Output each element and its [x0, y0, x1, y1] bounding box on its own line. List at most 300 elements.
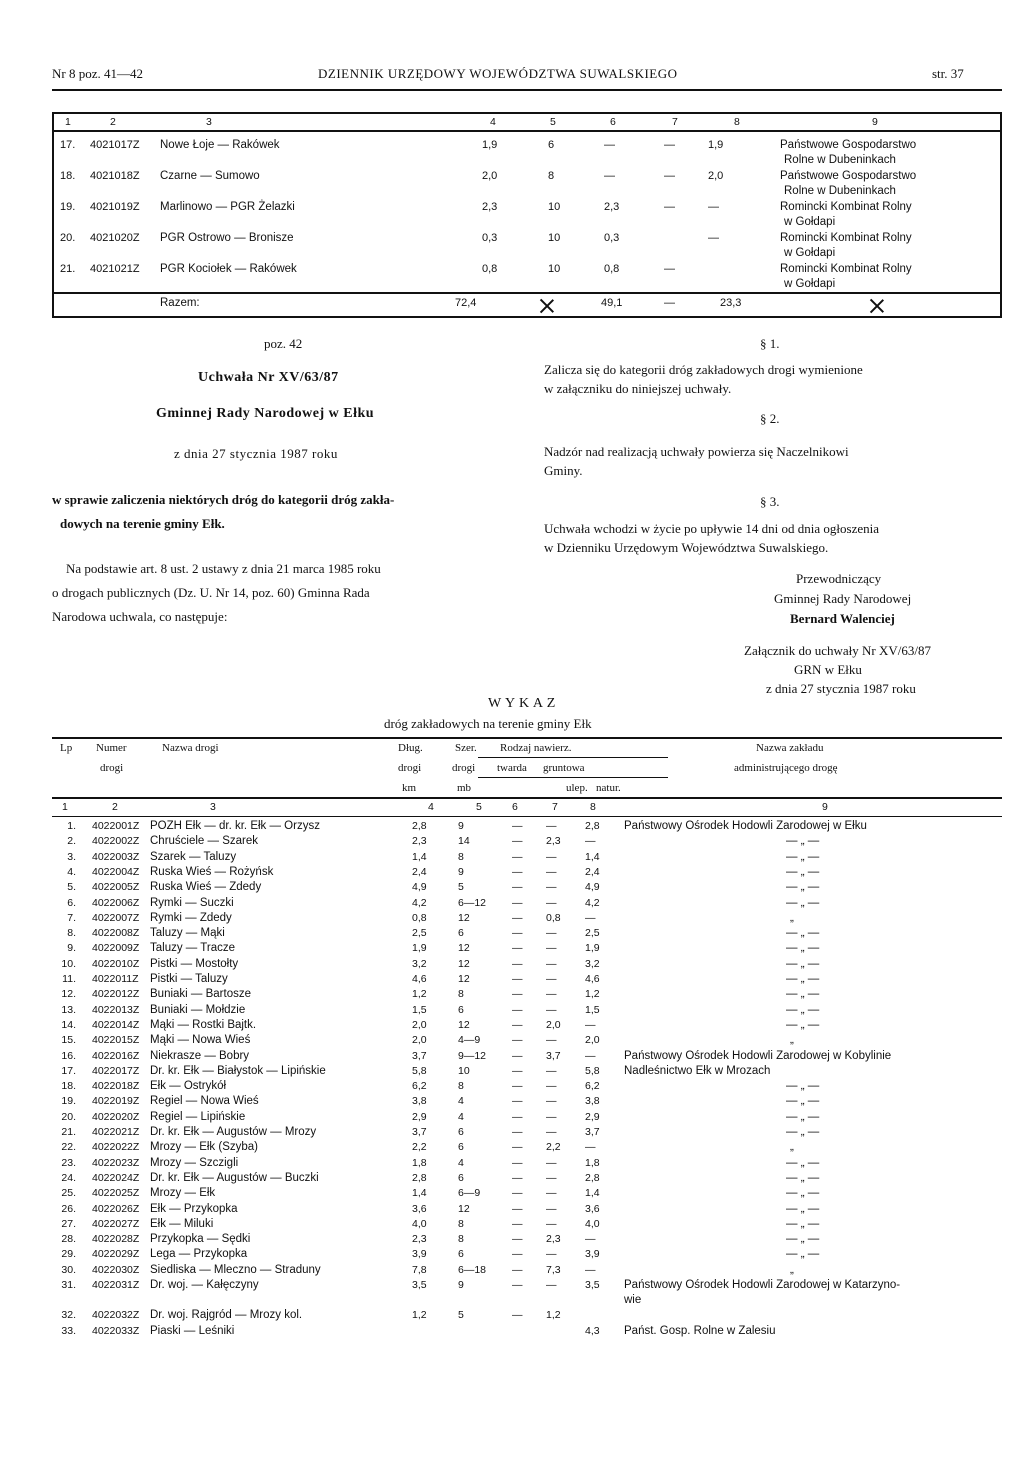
cell-admin: — „ — [786, 973, 820, 985]
cell-lp: 19. [61, 1095, 76, 1108]
cell-n: 2,0 [585, 1034, 600, 1047]
cell-name: Taluzy — Tracze [150, 942, 235, 955]
cell-len: 1,4 [412, 850, 427, 863]
cell-n: 1,4 [585, 1187, 600, 1200]
cell-t: — [512, 820, 523, 832]
cell-admin: — „ — [786, 988, 820, 1001]
cell-g: — [664, 170, 675, 182]
cell-name: Nowe Łoje — Rakówek [160, 139, 280, 151]
cell-n: 3,2 [585, 957, 600, 970]
cell-u: 2,3 [546, 1233, 561, 1246]
cell-u: — [546, 1202, 557, 1215]
cell-name: Ruska Wieś — Zdedy [150, 881, 262, 894]
cell-len: 3,2 [412, 957, 427, 970]
cell-n: 2,5 [585, 927, 600, 940]
cell-len: 3,5 [412, 1279, 427, 1291]
cell-lp: 32. [61, 1309, 76, 1322]
cell-n: — [708, 232, 719, 244]
cell-len: 2,5 [412, 927, 427, 940]
cell-lp: 22. [61, 1141, 76, 1154]
cell-u: — [546, 896, 557, 909]
cell-t: — [512, 927, 523, 940]
cell-w: 6—18 [458, 1263, 487, 1276]
cell-n: 1,9 [708, 139, 724, 151]
cell-w: 4 [458, 1110, 464, 1123]
cell-u: — [546, 1187, 557, 1200]
cell-w: 8 [458, 1217, 464, 1230]
cell-t: — [512, 1095, 523, 1108]
cell-u: — [546, 1095, 557, 1108]
cell-t: — [512, 957, 523, 970]
cell-lp: 15. [61, 1034, 76, 1047]
cell-w: 9 [458, 820, 464, 832]
header-dlugosc-unit: km [402, 782, 417, 794]
cell-len: 2,0 [482, 170, 498, 182]
total-hard: 49,1 [601, 297, 623, 309]
cell-len: 2,3 [412, 1233, 427, 1246]
cell-t: — [512, 1248, 523, 1261]
cell-n: — [585, 1018, 596, 1031]
cell-u: — [546, 988, 557, 1001]
cell-num: 4022016Z [92, 1049, 140, 1062]
cell-lp: 21. [60, 263, 76, 275]
cell-num: 4022026Z [92, 1202, 140, 1215]
cell-t: — [512, 1126, 523, 1138]
cell-n: 1,9 [585, 942, 600, 955]
main-table-colnum: 1 [62, 801, 68, 813]
cell-name: Mrozy — Ełk [150, 1187, 216, 1200]
top-table-colnum: 3 [206, 116, 212, 128]
resolution-authority: Gminnej Rady Narodowej w Ełku [156, 406, 375, 421]
cell-lp: 16. [61, 1049, 76, 1062]
cell-admin: — „ — [786, 1248, 820, 1261]
signature-body: Gminnej Rady Narodowej [774, 591, 912, 606]
section-1-text-line2: w załączniku do niniejszej uchwały. [544, 381, 732, 396]
cell-num: 4022001Z [92, 820, 140, 832]
cell-g: — [664, 139, 675, 151]
header-naturalna: natur. [596, 782, 621, 794]
cell-t: — [512, 1279, 523, 1291]
cell-admin2: wie [624, 1294, 642, 1306]
cell-n: 3,7 [585, 1126, 600, 1138]
cell-n: 1,5 [585, 1003, 600, 1016]
cell-num: 4022022Z [92, 1141, 140, 1154]
cell-admin: — „ — [786, 1110, 820, 1123]
cell-admin: — „ — [786, 1003, 820, 1016]
cell-admin: Państ. Gosp. Rolne w Zalesiu [624, 1324, 776, 1337]
cell-name: Buniaki — Bartosze [150, 988, 251, 1001]
cell-name: Rymki — Suczki [150, 896, 234, 909]
top-table-colnum: 4 [490, 116, 496, 128]
cell-name: Pistki — Mostołty [150, 957, 239, 970]
cell-len: 1,2 [412, 988, 427, 1001]
cell-w: 4 [458, 1095, 464, 1108]
cell-num: 4022005Z [92, 881, 140, 894]
cell-len: 1,9 [412, 942, 427, 955]
cell-lp: 26. [61, 1202, 76, 1215]
cell-lp: 20. [61, 1110, 76, 1123]
top-table-colnum: 8 [734, 116, 740, 128]
cell-w: 12 [458, 973, 470, 985]
cell-lp: 6. [67, 896, 76, 909]
cell-lp: 9. [67, 942, 76, 955]
header-szerokosc: Szer. [455, 742, 477, 754]
cell-admin: — „ — [786, 1171, 820, 1184]
total-admin-cross-icon [870, 299, 884, 313]
cell-w: 6 [458, 1141, 464, 1154]
cell-u: 1,2 [546, 1309, 561, 1322]
cell-len: 4,6 [412, 973, 427, 985]
cell-admin: — „ — [786, 835, 820, 848]
cell-lp: 25. [61, 1187, 76, 1200]
cell-lp: 27. [61, 1217, 76, 1230]
cell-num: 4022020Z [92, 1110, 140, 1123]
cell-lp: 17. [61, 1064, 76, 1077]
journal-title: DZIENNIK URZĘDOWY WOJEWÓDZTWA SUWALSKIEGO [318, 66, 678, 81]
annex-line1: Załącznik do uchwały Nr XV/63/87 [744, 643, 932, 658]
cell-t: — [512, 1171, 523, 1184]
cell-t: 0,3 [604, 232, 620, 244]
cell-lp: 13. [61, 1003, 76, 1016]
cell-t: — [512, 1018, 523, 1031]
resolution-date: z dnia 27 stycznia 1987 roku [174, 446, 338, 461]
cell-admin: — „ — [786, 1187, 820, 1200]
cell-num: 4022029Z [92, 1248, 140, 1261]
section-3-heading: § 3. [760, 494, 780, 509]
cell-t: — [512, 850, 523, 863]
cell-lp: 11. [62, 973, 76, 985]
cell-len: 2,3 [482, 201, 498, 213]
cell-t: — [512, 1034, 523, 1047]
cell-w: 10 [458, 1064, 470, 1077]
cell-admin2: w Gołdapi [784, 278, 836, 290]
cell-n: 3,9 [585, 1248, 600, 1261]
cell-admin1: Państwowe Gospodarstwo [780, 170, 917, 182]
cell-w: 4 [458, 1156, 464, 1169]
cell-n: — [585, 1263, 596, 1276]
top-table-border-left [52, 112, 54, 317]
cell-u: — [546, 942, 557, 955]
cell-w: 6—12 [458, 896, 487, 909]
cell-u: 7,3 [546, 1263, 561, 1276]
cell-len: 2,0 [412, 1034, 427, 1047]
page-number-left: Nr 8 poz. 41—42 [52, 66, 143, 81]
header-rule [52, 89, 1002, 91]
cell-u: — [546, 1217, 557, 1230]
cell-t: — [512, 865, 523, 878]
cell-u: 2,0 [546, 1018, 561, 1031]
cell-t: — [512, 896, 523, 909]
cell-num: 4022006Z [92, 896, 140, 909]
cell-w: 8 [458, 850, 464, 863]
top-table-rule-header [52, 130, 1002, 132]
cell-admin: „ [790, 911, 794, 924]
cell-admin: Nadleśnictwo Ełk w Mrozach [624, 1064, 771, 1077]
top-table-colnum: 7 [672, 116, 678, 128]
cell-n: 2,0 [708, 170, 724, 182]
cell-u: 2,3 [546, 835, 561, 848]
header-drogi: drogi [100, 762, 124, 774]
cell-n: 4,3 [585, 1324, 600, 1337]
cell-lp: 24. [61, 1171, 76, 1184]
cell-t: — [512, 1003, 523, 1016]
main-table-colnum: 6 [512, 801, 518, 813]
cell-lp: 21. [61, 1126, 76, 1138]
cell-t: — [512, 988, 523, 1001]
cell-num: 4021021Z [90, 263, 140, 275]
cell-lp: 18. [60, 170, 76, 182]
cell-num: 4022025Z [92, 1187, 140, 1200]
cell-n: — [585, 1141, 596, 1154]
cell-lp: 14. [61, 1018, 76, 1031]
cell-n: 1,8 [585, 1156, 600, 1169]
cell-w: 6 [458, 1126, 464, 1138]
cell-u: — [546, 927, 557, 940]
cell-admin: — „ — [786, 1095, 820, 1108]
cell-t: — [512, 1309, 523, 1322]
cell-len: 3,7 [412, 1049, 427, 1062]
cell-name: Siedliska — Mleczno — Straduny [150, 1263, 321, 1276]
cell-num: 4022028Z [92, 1233, 140, 1246]
cell-num: 4022004Z [92, 865, 140, 878]
top-table-colnum: 9 [872, 116, 878, 128]
cell-w: 6 [458, 1248, 464, 1261]
cell-u: — [546, 1034, 557, 1047]
cell-name: Mąki — Nowa Wieś [150, 1034, 251, 1047]
cell-name: Ełk — Ostrykół [150, 1080, 227, 1093]
cell-name: Szarek — Taluzy [150, 850, 237, 863]
cell-u: — [546, 820, 557, 832]
cell-num: 4022011Z [92, 973, 139, 985]
header-szerokosc-unit: mb [457, 782, 472, 794]
cell-u: — [546, 1003, 557, 1016]
cell-lp: 18. [61, 1080, 76, 1093]
cell-lp: 7. [67, 911, 76, 924]
cell-name: Rymki — Zdedy [150, 911, 232, 924]
cell-n: 6,2 [585, 1080, 600, 1093]
cell-num: 4022009Z [92, 942, 140, 955]
cell-num: 4022003Z [92, 850, 140, 863]
cell-n: 2,8 [585, 820, 600, 832]
cell-w: 5 [458, 881, 464, 894]
cell-n: 4,6 [585, 973, 600, 985]
cell-num: 4021018Z [90, 170, 140, 182]
cell-admin: — „ — [786, 881, 820, 894]
cell-num: 4022017Z [92, 1064, 140, 1077]
cell-len: 2,4 [412, 865, 427, 878]
cell-w: 8 [458, 1233, 464, 1246]
cell-u: — [546, 850, 557, 863]
cell-lp: 33. [61, 1324, 76, 1337]
cell-u: — [546, 1279, 557, 1291]
main-table-colnum: 4 [428, 801, 434, 813]
cell-n: 4,9 [585, 881, 600, 894]
cell-u: — [546, 1110, 557, 1123]
cell-len: 1,5 [412, 1003, 427, 1016]
cell-n: 4,0 [585, 1217, 600, 1230]
cell-name: Dr. kr. Ełk — Białystok — Lipińskie [150, 1064, 326, 1077]
cell-t: — [512, 1217, 523, 1230]
cell-admin: — „ — [786, 1156, 820, 1169]
header-rodzaj-nawierzchni: Rodzaj nawierz. [500, 742, 572, 754]
cell-admin: — „ — [786, 1202, 820, 1215]
cell-admin: — „ — [786, 957, 820, 970]
section-1-text-line1: Zalicza się do kategorii dróg zakładowych drogi wymienione [544, 362, 863, 377]
cell-w: 8 [458, 988, 464, 1001]
top-table-rule-total [52, 292, 1002, 294]
cell-u: — [546, 1156, 557, 1169]
cell-len: 2,8 [412, 820, 427, 832]
cell-len: 0,8 [482, 263, 498, 275]
cell-admin: — „ — [786, 942, 820, 955]
cell-n: — [708, 201, 719, 213]
cell-len: 6,2 [412, 1080, 427, 1093]
cell-len: 4,2 [412, 896, 427, 909]
cell-len: 4,9 [412, 881, 427, 894]
cell-admin: — „ — [786, 927, 820, 940]
cell-len: 1,2 [412, 1309, 427, 1322]
cell-admin: Państwowy Ośrodek Hodowli Zarodowej w Kobylinie [624, 1049, 892, 1062]
cell-num: 4022018Z [92, 1080, 140, 1093]
cell-n: — [585, 835, 596, 848]
cell-admin: — „ — [786, 896, 820, 909]
cell-num: 4022027Z [92, 1217, 140, 1230]
cell-u: — [546, 1080, 557, 1093]
cell-lp: 28. [61, 1233, 76, 1246]
cell-num: 4021017Z [90, 139, 140, 151]
annex-title: W Y K A Z [488, 696, 556, 711]
top-table-colnum: 1 [65, 116, 71, 128]
legal-basis-line2: o drogach publicznych (Dz. U. Nr 14, poz. 60) Gminna Rada [52, 585, 370, 600]
cell-w: 8 [548, 170, 555, 182]
cell-num: 4021020Z [90, 232, 140, 244]
total-gravel: — [664, 297, 675, 309]
cell-lp: 12. [61, 988, 76, 1001]
cell-w: 12 [458, 942, 470, 955]
header-gruntowa: gruntowa [543, 762, 585, 774]
cell-lp: 4. [67, 865, 76, 878]
cell-name: Pistki — Taluzy [150, 973, 228, 985]
cell-t: — [512, 1110, 523, 1123]
cell-name: Mąki — Rostki Bajtk. [150, 1018, 257, 1031]
cell-u: — [546, 973, 557, 985]
cell-w: 5 [458, 1309, 464, 1322]
cell-w: 12 [458, 911, 470, 924]
cell-num: 4022024Z [92, 1171, 140, 1184]
cell-len: 2,2 [412, 1141, 427, 1154]
total-width-cross-icon [540, 299, 554, 313]
cell-name: Niekrasze — Bobry [150, 1049, 250, 1062]
cell-name: Regiel — Lipińskie [150, 1110, 246, 1123]
cell-num: 4022021Z [92, 1126, 140, 1138]
cell-w: 12 [458, 957, 470, 970]
cell-len: 1,9 [482, 139, 498, 151]
cell-admin: — „ — [786, 865, 820, 878]
cell-admin: — „ — [786, 1018, 820, 1031]
cell-name: Dr. woj. Rajgród — Mrozy kol. [150, 1309, 303, 1322]
section-2-text-line2: Gminy. [544, 463, 583, 478]
cell-name: Ruska Wieś — Rożyńsk [150, 865, 274, 878]
resolution-subject-line1: w sprawie zaliczenia niektórych dróg do kategorii dróg zakła- [52, 492, 395, 507]
header-dlugosc-2: drogi [398, 762, 422, 774]
cell-name: Dr. kr. Ełk — Augustów — Buczki [150, 1171, 319, 1184]
cell-g: — [664, 263, 675, 275]
cell-w: 6 [458, 1003, 464, 1016]
cell-len: 3,6 [412, 1202, 427, 1215]
header-nazwa-drogi: Nazwa drogi [162, 742, 219, 754]
cell-admin: — „ — [786, 1126, 820, 1138]
cell-name: Dr. kr. Ełk — Augustów — Mrozy [150, 1126, 317, 1138]
header-dlugosc: Dług. [398, 742, 423, 754]
cell-admin2: Rolne w Dubeninkach [784, 185, 896, 197]
page-number-right: str. 37 [932, 66, 964, 81]
cell-u: 0,8 [546, 911, 561, 924]
cell-num: 4022010Z [92, 957, 140, 970]
cell-t: 2,3 [604, 201, 620, 213]
cell-n: 1,2 [585, 988, 600, 1001]
cell-u: — [546, 865, 557, 878]
main-table-colnum: 3 [210, 801, 216, 813]
cell-name: Ełk — Przykopka [150, 1202, 238, 1215]
cell-len: 0,8 [412, 911, 427, 924]
cell-w: 9 [458, 1279, 464, 1291]
cell-num: 4022019Z [92, 1095, 140, 1108]
cell-name: PGR Kociołek — Rakówek [160, 263, 297, 275]
header-numer: Numer [96, 742, 127, 754]
cell-t: — [512, 881, 523, 894]
cell-admin: Państwowy Ośrodek Hodowli Zarodowej w Ełku [624, 820, 867, 832]
main-table-colnum: 8 [590, 801, 596, 813]
signature-name: Bernard Walenciej [790, 611, 895, 626]
cell-name: Mrozy — Ełk (Szyba) [150, 1141, 258, 1154]
cell-lp: 3. [67, 850, 76, 863]
cell-w: 10 [548, 201, 561, 213]
cell-t: 0,8 [604, 263, 620, 275]
cell-lp: 19. [60, 201, 76, 213]
cell-t: — [512, 942, 523, 955]
cell-lp: 2. [67, 835, 76, 848]
cell-t: — [512, 1141, 523, 1154]
cell-num: 4022015Z [92, 1034, 140, 1047]
cell-len: 4,0 [412, 1217, 427, 1230]
cell-num: 4022014Z [92, 1018, 140, 1031]
cell-name: Marlinowo — PGR Żelazki [160, 201, 295, 213]
cell-len: 0,3 [482, 232, 498, 244]
cell-admin: Państwowy Ośrodek Hodowli Zarodowej w Katarzyno- [624, 1279, 901, 1291]
cell-name: Czarne — Sumowo [160, 170, 260, 182]
cell-lp: 1. [67, 820, 76, 832]
cell-num: 4022007Z [92, 911, 140, 924]
top-table-colnum: 2 [110, 116, 116, 128]
cell-name: Dr. woj. — Kałęczyny [150, 1279, 259, 1291]
total-label: Razem: [160, 297, 200, 309]
cell-t: — [512, 1064, 523, 1077]
cell-t: — [512, 911, 523, 924]
cell-lp: 10. [61, 957, 76, 970]
cell-num: 4021019Z [90, 201, 140, 213]
cell-u: — [546, 881, 557, 894]
cell-num: 4022031Z [92, 1279, 140, 1291]
top-table-rule-top [52, 112, 1002, 114]
section-2-heading: § 2. [760, 411, 780, 426]
cell-w: 9—12 [458, 1049, 487, 1062]
position-number: poz. 42 [264, 336, 303, 351]
cell-t: — [512, 1080, 523, 1093]
header-gruntowa-rule [478, 777, 668, 778]
cell-w: 10 [548, 263, 561, 275]
cell-num: 4022013Z [92, 1003, 140, 1016]
header-lp: Lp [60, 742, 73, 754]
